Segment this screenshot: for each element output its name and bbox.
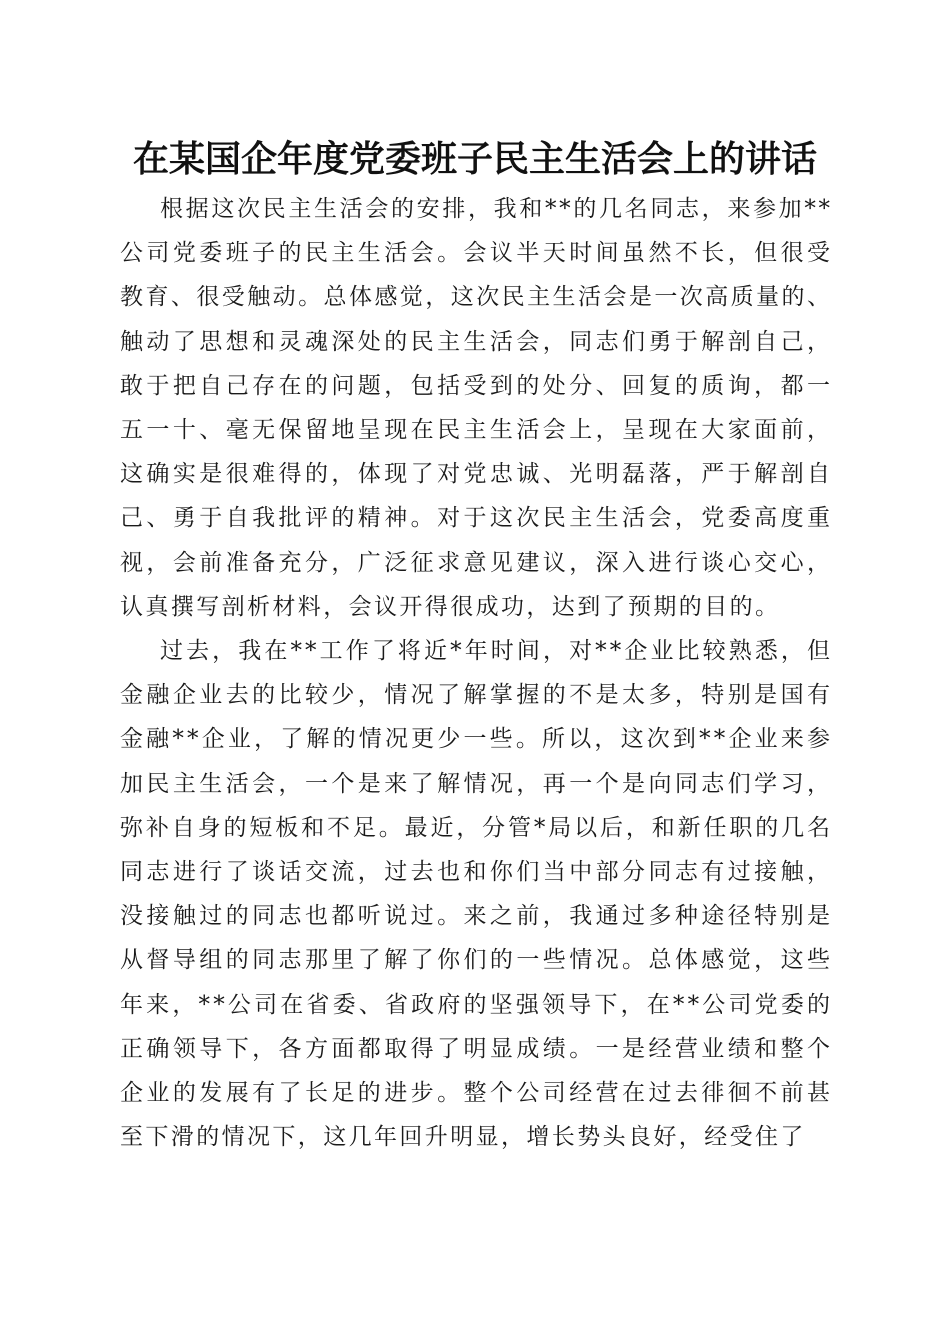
paragraph-line: 这确实是很难得的，体现了对党忠诚、光明磊落，严于解剖自	[120, 461, 834, 488]
paragraph-line: 加民主生活会，一个是来了解情况，再一个是向同志们学习，	[120, 770, 834, 797]
paragraph-line: 正确领导下，各方面都取得了明显成绩。一是经营业绩和整个	[120, 1035, 834, 1062]
paragraph-first-line: 过去，我在**工作了将近*年时间，对**企业比较熟悉，但	[160, 638, 834, 664]
paragraph-line: 认真撰写剖析材料，会议开得很成功，达到了预期的目的。	[120, 593, 781, 620]
paragraph-line: 同志进行了谈话交流，过去也和你们当中部分同志有过接触，	[120, 859, 834, 885]
paragraph-line: 弥补自身的短板和不足。最近，分管*局以后，和新任职的几名	[120, 814, 833, 841]
paragraph-line: 己、勇于自我批评的精神。对于这次民主生活会，党委高度重	[120, 505, 834, 532]
paragraph-line: 至下滑的情况下，这几年回升明显，增长势头良好，经受住了	[120, 1124, 806, 1151]
paragraph-line: 企业的发展有了长足的进步。整个公司经营在过去徘徊不前甚	[120, 1080, 834, 1106]
paragraph-line: 从督导组的同志那里了解了你们的一些情况。总体感觉，这些	[120, 947, 834, 974]
paragraph-line: 金融**企业，了解的情况更少一些。所以，这次到**企业来参	[120, 726, 834, 753]
document-body	[120, 0, 834, 1344]
document-title: 在某国企年度党委班子民主生活会上的讲话	[132, 138, 817, 180]
paragraph-line: 年来，**公司在省委、省政府的坚强领导下，在**公司党委的	[120, 991, 834, 1018]
paragraph-line: 五一十、毫无保留地呈现在民主生活会上，呈现在大家面前，	[120, 417, 834, 443]
paragraph-line: 公司党委班子的民主生活会。会议半天时间虽然不长，但很受	[120, 240, 834, 267]
paragraph-line: 教育、很受触动。总体感觉，这次民主生活会是一次高质量的、	[120, 284, 833, 311]
paragraph-line: 敢于把自己存在的问题，包括受到的处分、回复的质询，都一	[120, 372, 834, 399]
paragraph-first-line: 根据这次民主生活会的安排，我和**的几名同志，来参加**	[160, 196, 833, 222]
paragraph-line: 金融企业去的比较少，情况了解掌握的不是太多，特别是国有	[120, 682, 834, 709]
paragraph-line: 触动了思想和灵魂深处的民主生活会，同志们勇于解剖自己，	[120, 328, 834, 355]
paragraph-line: 没接触过的同志也都听说过。来之前，我通过多种途径特别是	[120, 903, 834, 930]
paragraph-line: 视，会前准备充分，广泛征求意见建议，深入进行谈心交心，	[120, 549, 834, 576]
